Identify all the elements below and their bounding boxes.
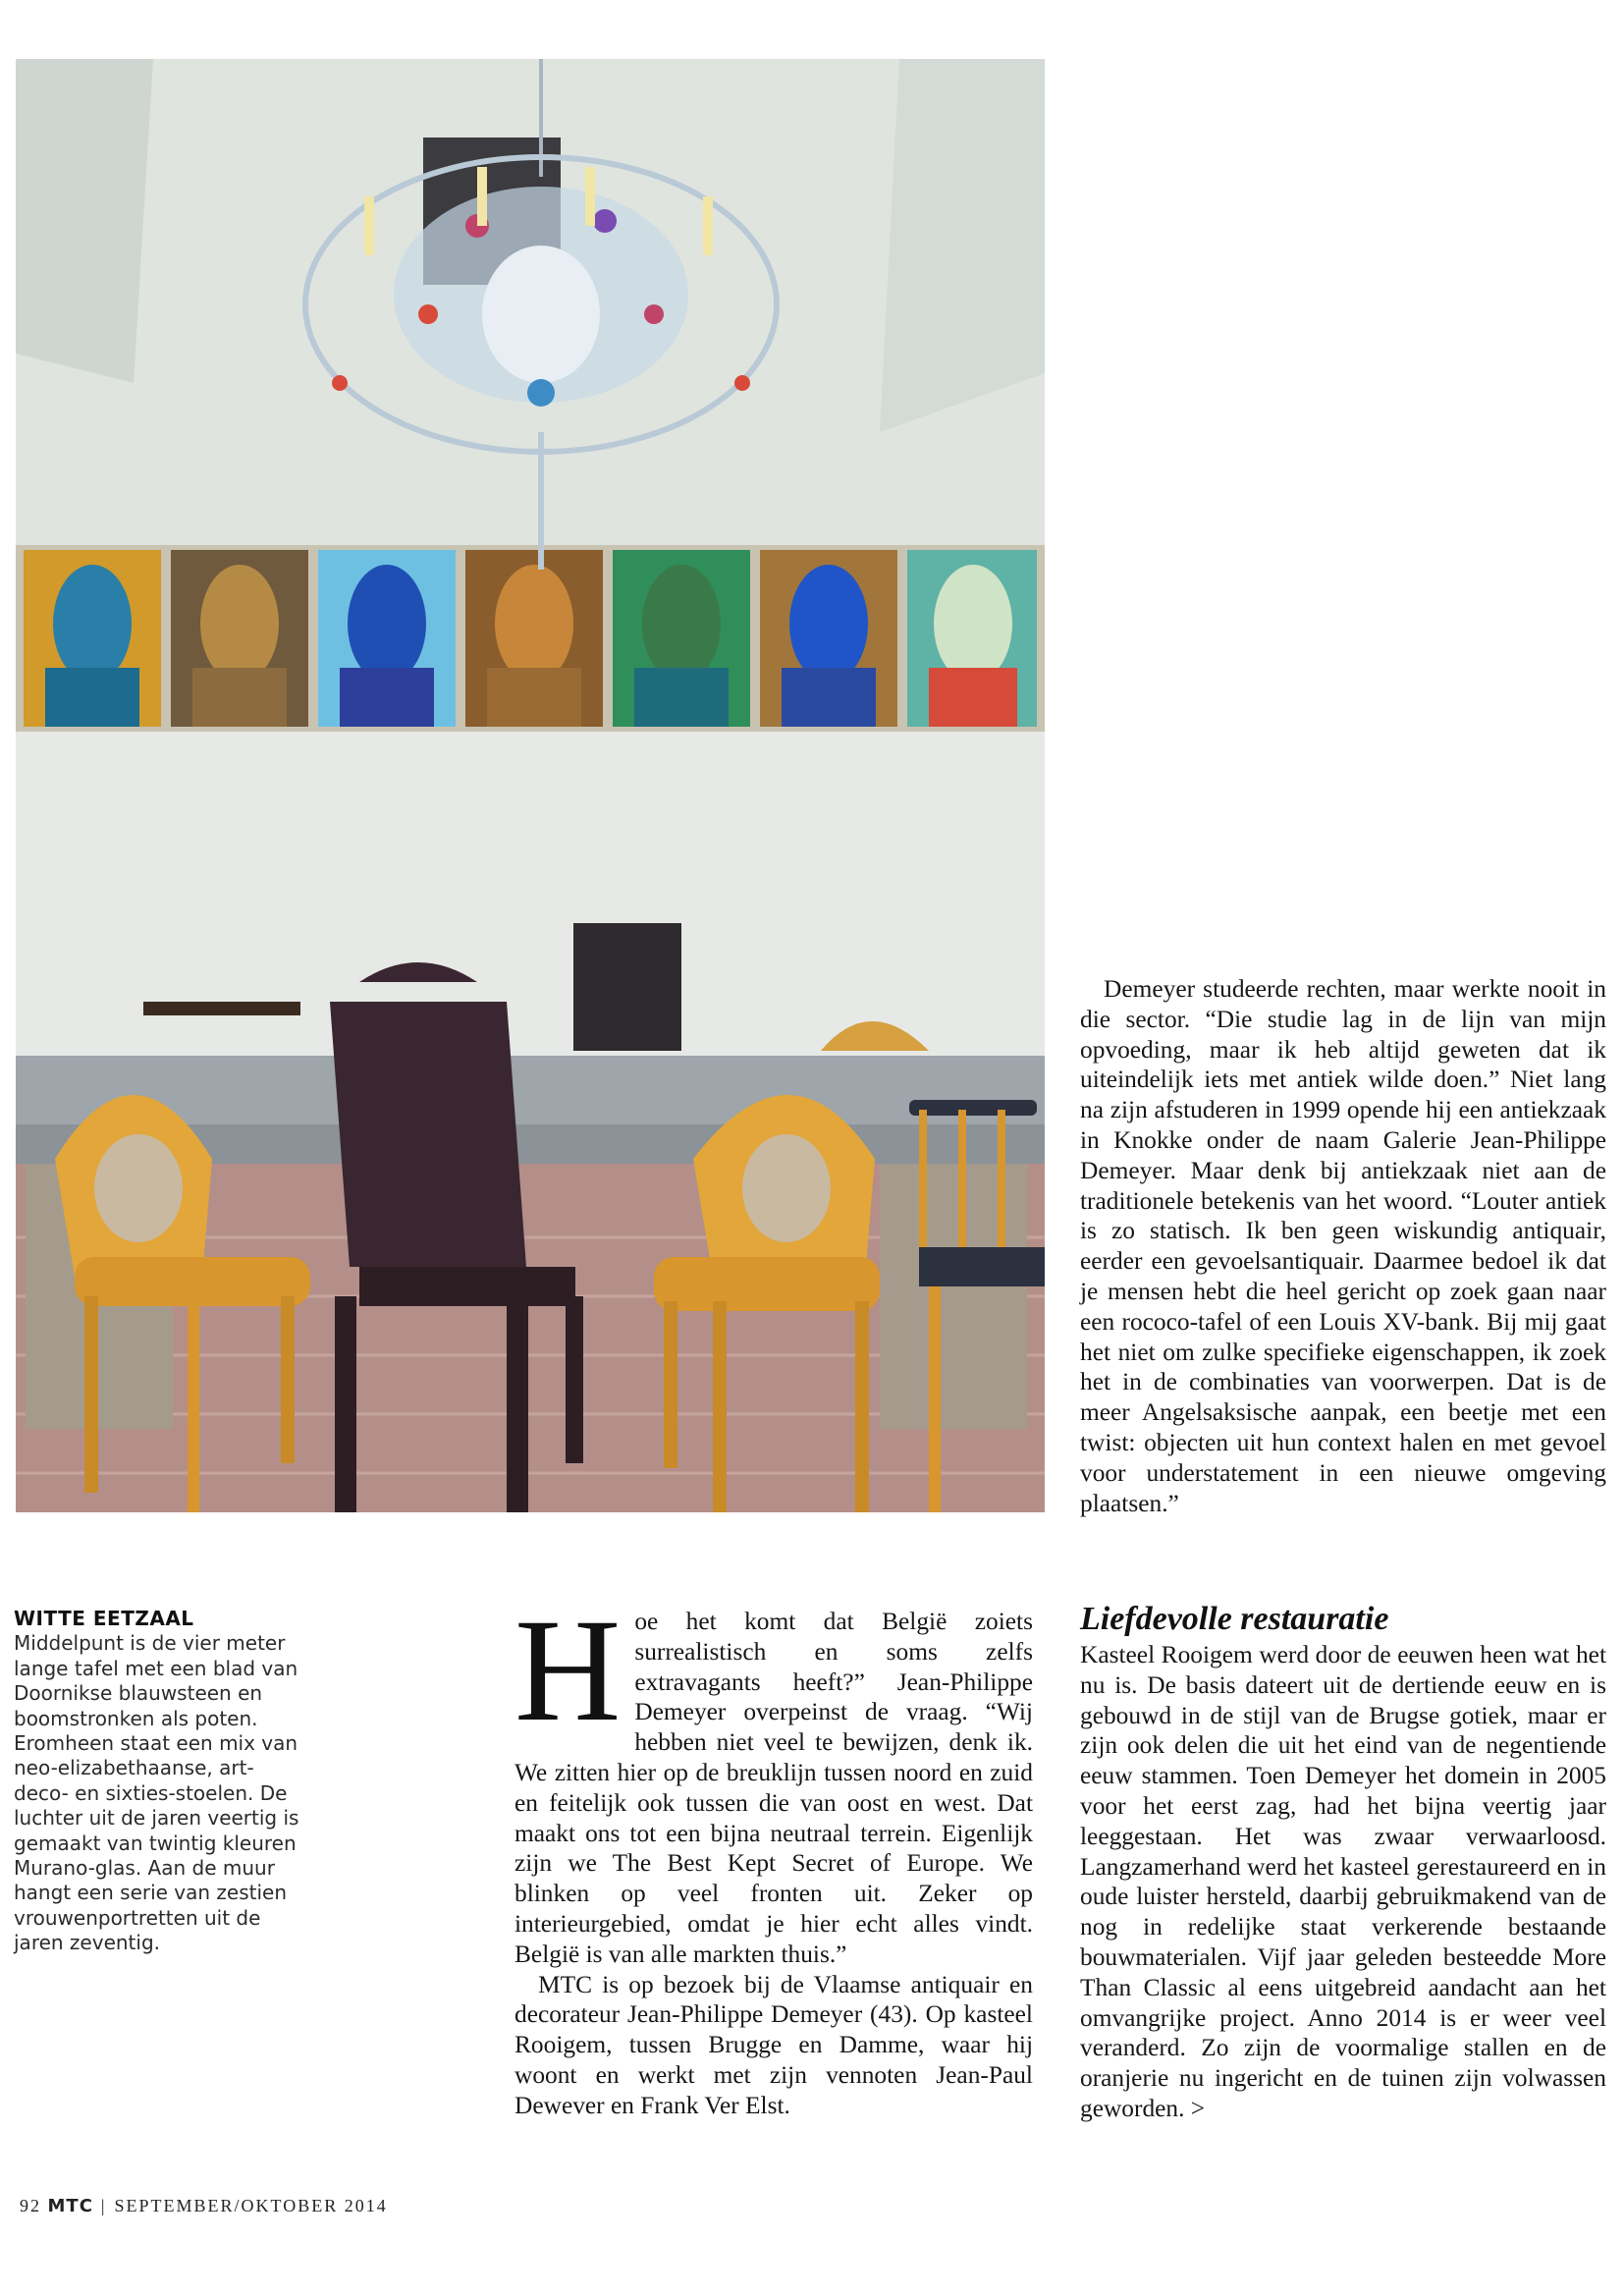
dining-room-illustration (16, 59, 1045, 1512)
portrait (613, 550, 750, 727)
portrait (24, 550, 161, 727)
article-subheading: Liefdevolle restauratie (1080, 1601, 1389, 1637)
caption-text: Middelpunt is de vier meter lange tafel met een blad van Doornikse blauwsteen en boomstronken als poten. Eromheen staat een mix van neo-elizabethaanse, art-deco- en sixties-stoelen. De luchter uit de jaren veertig is gemaakt van twintig kleuren Murano-glas. Aan de muur hangt een serie van zestien vrouwenportretten uit de jaren zeventig. (14, 1631, 299, 1955)
caption-heading: WITTE EETZAAL (14, 1607, 194, 1630)
photo-caption (14, 1607, 308, 1956)
page-footer (20, 2196, 388, 2216)
portrait (318, 550, 456, 727)
article-paragraph: Kasteel Rooigem werd door de eeuwen heen wat het nu is. De basis dateert uit de dertiende eeuw en is gebouwd in de stijl van de Brugse gotiek, maar er zijn ook delen die uit het eind van de negentiende eeuw stammen. Toen Demeyer het domein in 2005 voor het eerst zag, had het bijna veertig jaar leeggestaan. Het was zwaar verwaarloosd. Langzamerhand werd het kasteel gerestaureerd en in oude luister hersteld, daarbij gebruikmakend van de nog in redelijke staat verkerende bestaande bouwmaterialen. Vijf jaar geleden besteedde More Than Classic al eens uitgebreid aandacht aan het omvangrijke project. Anno 2014 is er weer veel veranderd. Zo zijn de voormalige stallen en de oranjerie nu ingericht en de tuinen zijn volwassen geworden. > (1080, 1641, 1606, 2122)
portraits-row (16, 545, 1045, 732)
article-intro-text: oe het komt dat België zoiets surrealistisch en soms zelfs extravagants heeft?” Jean-Philippe Demeyer overpeinst de vraag. “Wij hebben niet veel te bewijzen, denk ik. We zitten hier op de breuklijn tussen noord en zuid en feitelijk ook tussen die van oost en west. Dat maakt ons tot een bijna neutraal terrein. Eigenlijk zijn we The Best Kept Secret of Europe. We blinken op veel fronten uit. Zeker op interieurgebied, omdat je hier echt alles vindt. België is van alle markten thuis.” (514, 1608, 1033, 1968)
portrait (171, 550, 308, 727)
portrait (907, 550, 1037, 727)
article-column-middle (514, 1589, 1033, 2121)
magazine-name: MTC (47, 2196, 93, 2216)
portrait (465, 550, 603, 727)
footer-separator: | (100, 2196, 107, 2215)
article-intro (514, 1589, 1033, 1970)
issue-date: SEPTEMBER/OKTOBER 2014 (114, 2196, 388, 2215)
portrait (760, 550, 897, 727)
page-number: 92 (20, 2196, 41, 2215)
drop-cap: H (514, 1589, 622, 1752)
article-paragraph: Demeyer studeerde rechten, maar werkte nooit in die sector. “Die studie lag in de lijn van mijn opvoeding, maar ik heb altijd geweten dat ik uiteindelijk iets met antiek wilde doen.” Niet lang na zijn afstuderen in 1999 opende hij een antiekzaak in Knokke onder de naam Galerie Jean-Philippe Demeyer. Maar denk bij antiekzaak niet aan de traditionele betekenis van het woord. “Louter antiek is zo statisch. Ik ben geen wiskundig antiquair, eerder een gevoelsantiquair. Daarmee bedoel ik dat je mensen hebt die heel gericht op zoek gaan naar een rococo-tafel of een Louis XV-bank. Bij mij gaat het niet om zulke specifieke eigenschappen, ik zoek het in de combinaties van voorwerpen. Dat is de meer Angelsaksische aanpak, een beetje met een twist: objecten uit hun context halen en met gevoel voor understatement in een nieuwe omgeving plaatsen.” (1080, 975, 1606, 1517)
article-paragraph: MTC is op bezoek bij de Vlaamse antiquair en decorateur Jean-Philippe Demeyer (43). Op kasteel Rooigem, tussen Brugge en Damme, waar hij woont en werkt met zijn vennoten Jean-Paul Dewever en Frank Ver Elst. (514, 1970, 1033, 2119)
dining-room-photo (16, 59, 1045, 1512)
